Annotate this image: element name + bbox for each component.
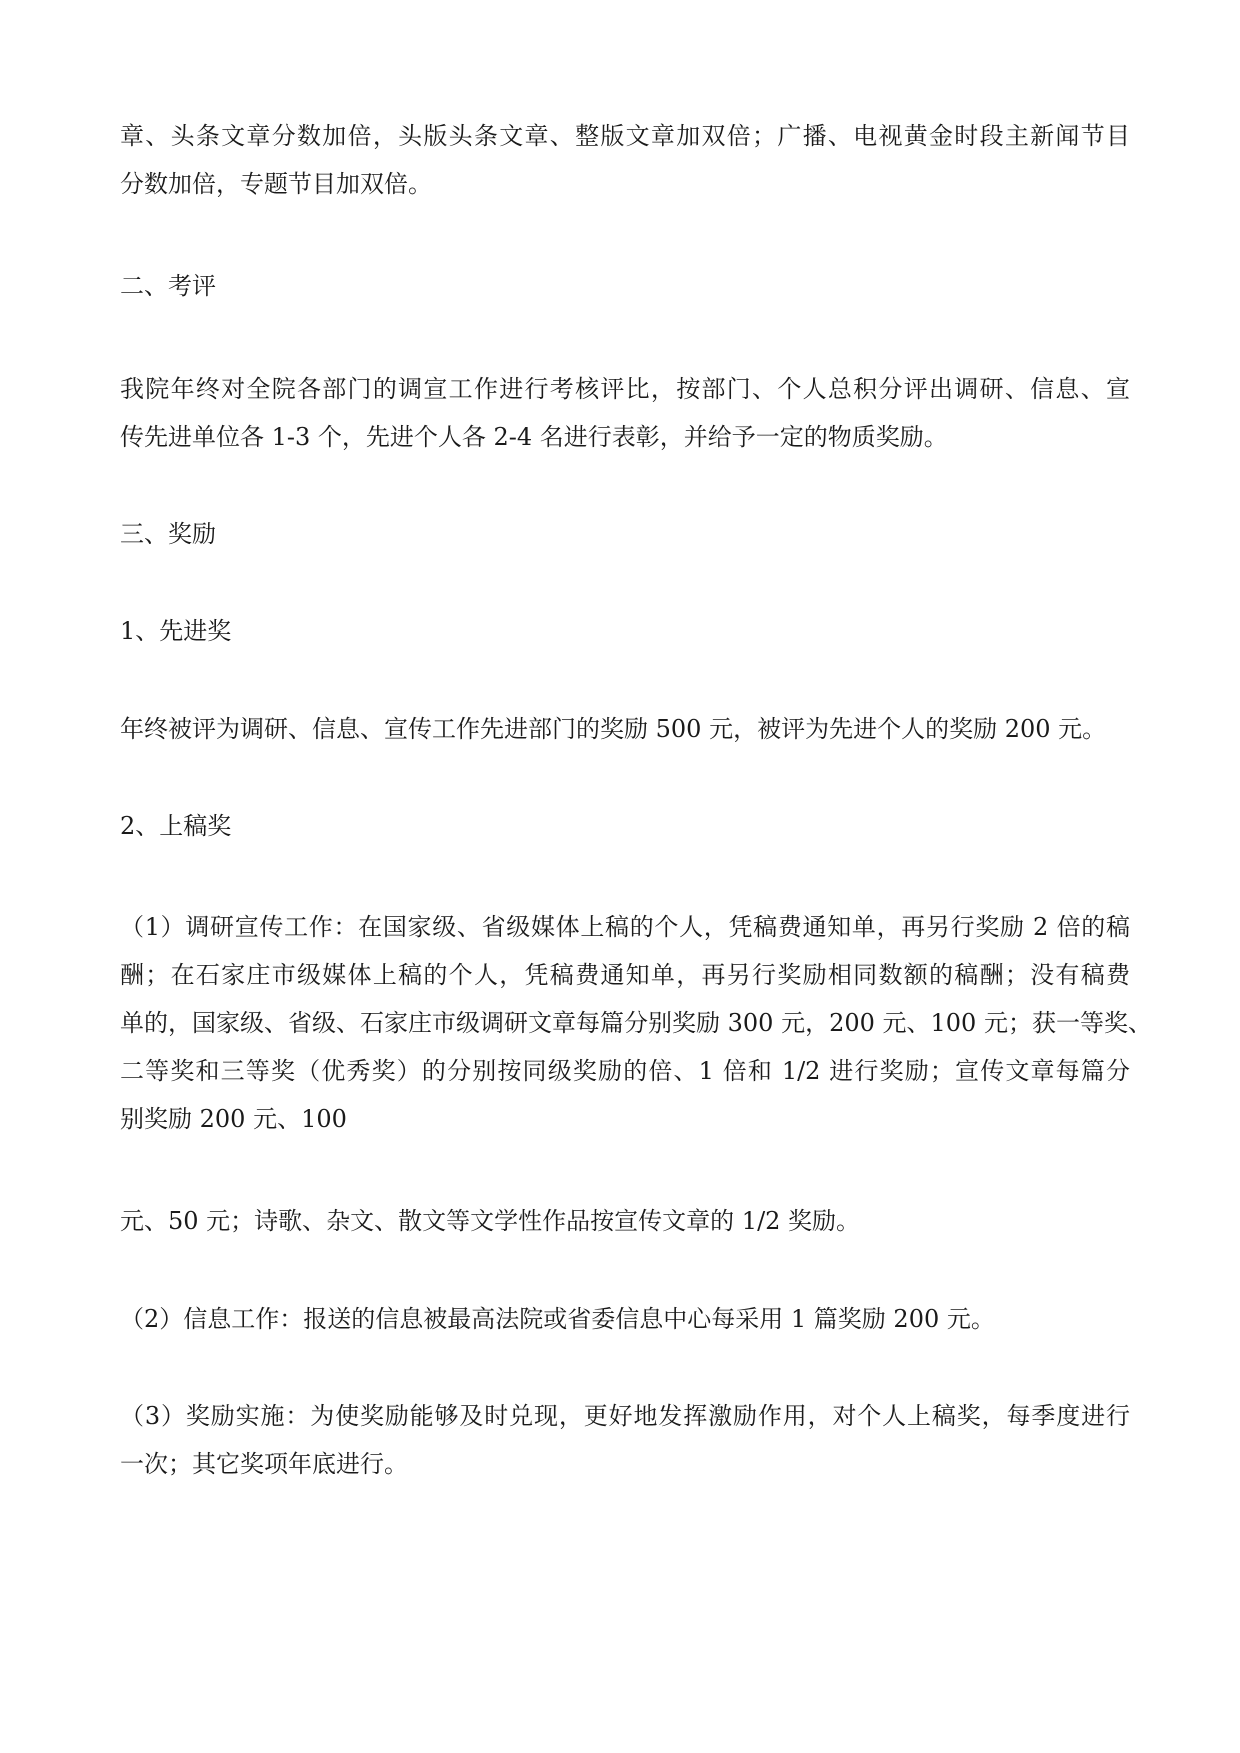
text-line: 单的，国家级、省级、石家庄市级调研文章每篇分别奖励 300 元，200 元、100 元；获一等奖、 bbox=[120, 1009, 1152, 1037]
text-line: 分数加倍，专题节目加双倍。 bbox=[120, 170, 432, 198]
paragraph-research-publicity bbox=[120, 903, 1152, 1143]
heading-text: 二、考评 bbox=[120, 272, 216, 300]
paragraph-scoring-multiplier bbox=[120, 112, 1130, 208]
section-heading-evaluation bbox=[120, 262, 1130, 310]
heading-text: 三、奖励 bbox=[120, 520, 216, 548]
text-line: （1）调研宣传工作：在国家级、省级媒体上稿的个人，凭稿费通知单，再另行奖励 2 倍的稿 bbox=[120, 913, 1130, 941]
text-line: （2）信息工作：报送的信息被最高法院或省委信息中心每采用 1 篇奖励 200 元。 bbox=[120, 1305, 995, 1333]
subheading-advanced-award bbox=[120, 607, 1130, 655]
text-line: 传先进单位各 1-3 个，先进个人各 2-4 名进行表彰，并给予一定的物质奖励。 bbox=[120, 423, 948, 451]
section-heading-rewards bbox=[120, 510, 1130, 558]
subheading-publication-award bbox=[120, 802, 1130, 850]
text-line: 年终被评为调研、信息、宣传工作先进部门的奖励 500 元，被评为先进个人的奖励 200 元。 bbox=[120, 715, 1107, 743]
paragraph-award-implementation bbox=[120, 1392, 1130, 1488]
paragraph-advanced-award bbox=[120, 705, 1130, 753]
text-line: 元、50 元；诗歌、杂文、散文等文学性作品按宣传文章的 1/2 奖励。 bbox=[120, 1207, 861, 1235]
text-line: 一次；其它奖项年底进行。 bbox=[120, 1450, 408, 1478]
paragraph-evaluation bbox=[120, 365, 1130, 461]
paragraph-literary-works bbox=[120, 1197, 1130, 1245]
paragraph-information-work bbox=[120, 1295, 1130, 1343]
heading-text: 1、先进奖 bbox=[120, 617, 232, 645]
heading-text: 2、上稿奖 bbox=[120, 812, 232, 840]
text-line: （3）奖励实施：为使奖励能够及时兑现，更好地发挥激励作用，对个人上稿奖，每季度进行 bbox=[120, 1402, 1130, 1430]
text-line: 我院年终对全院各部门的调宣工作进行考核评比，按部门、个人总积分评出调研、信息、宣 bbox=[120, 375, 1130, 403]
text-line: 酬；在石家庄市级媒体上稿的个人，凭稿费通知单，再另行奖励相同数额的稿酬；没有稿费 bbox=[120, 961, 1130, 989]
text-line: 二等奖和三等奖（优秀奖）的分别按同级奖励的倍、1 倍和 1/2 进行奖励；宣传文章每篇分 bbox=[120, 1057, 1130, 1085]
text-line: 章、头条文章分数加倍，头版头条文章、整版文章加双倍；广播、电视黄金时段主新闻节目 bbox=[120, 122, 1130, 150]
text-line: 别奖励 200 元、100 bbox=[120, 1105, 347, 1133]
